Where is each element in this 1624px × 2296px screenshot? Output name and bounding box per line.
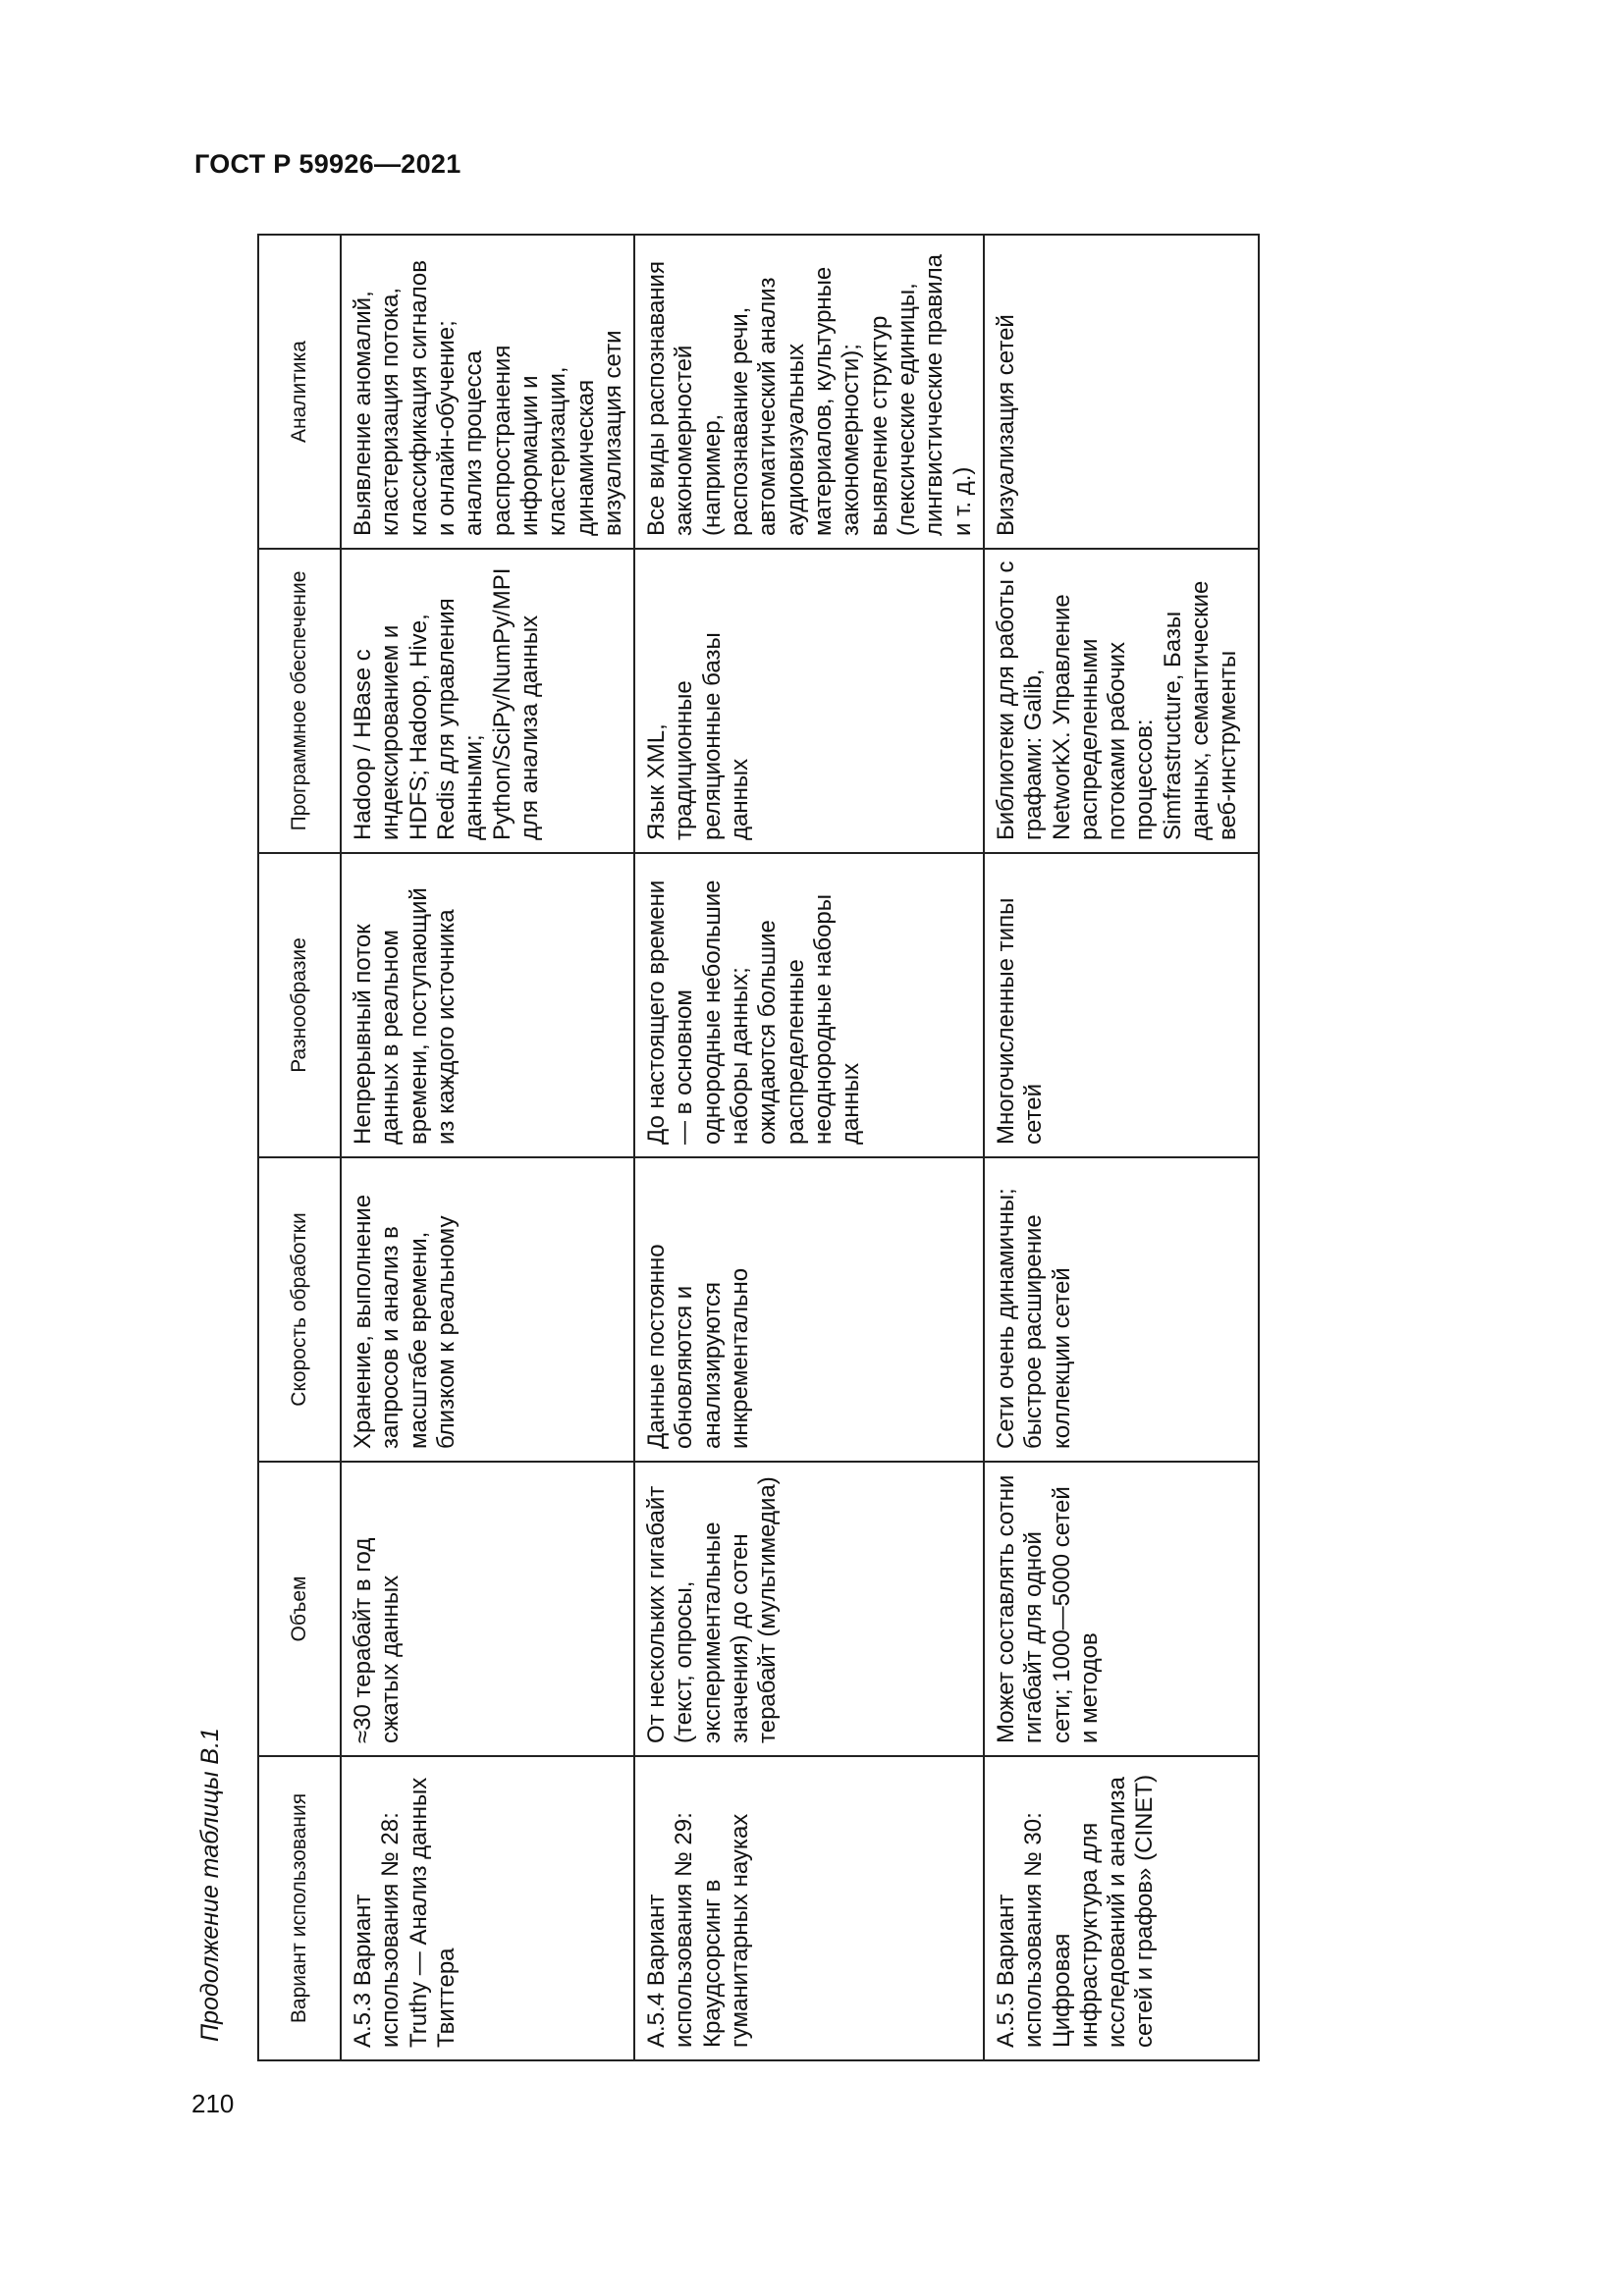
column-header-software: Программное обеспечение	[258, 549, 341, 853]
cell-velocity: Сети очень динамичны; быстрое расширение коллекции сетей	[984, 1157, 1259, 1462]
cell-software: Hadoop / HBase с индексированием и HDFS; Hadoop, Hive, Redis для управления данными; Python/SciPy/NumPy/MPI для анализа данных	[341, 549, 634, 853]
cell-variety: Непрерывный поток данных в реальном времени, поступающий из каждого источника	[341, 853, 634, 1157]
cell-analytics: Все виды распознавания закономерностей (например, распознавание речи, автоматический анализ аудиовизуальных материалов, культурные закономерности); выявление структур (лексические единицы, лингвистические правила и т. д.)	[634, 235, 984, 549]
rotated-table-container	[257, 236, 1242, 2061]
column-header-volume: Объем	[258, 1462, 341, 1756]
cell-use-case: А.5.5 Вариант использования № 30: Цифровая инфраструктура для исследований и анализа сетей и графов» (CINET)	[984, 1756, 1259, 2060]
cell-volume: ≈30 терабайт в год сжатых данных	[341, 1462, 634, 1756]
column-header-use-case: Вариант использования	[258, 1756, 341, 2060]
cell-velocity: Хранение, выполнение запросов и анализ в масштабе времени, близком к реальному	[341, 1157, 634, 1462]
cell-velocity: Данные постоянно обновляются и анализируются инкрементально	[634, 1157, 984, 1462]
use-case-table	[257, 234, 1260, 2061]
cell-analytics: Визуализация сетей	[984, 235, 1259, 549]
page-number: 210	[191, 2089, 235, 2118]
table-row	[984, 235, 1259, 2060]
cell-software: Язык XML, традиционные реляционные базы данных	[634, 549, 984, 853]
table-row	[634, 235, 984, 2060]
table-row	[341, 235, 634, 2060]
column-header-analytics: Аналитика	[258, 235, 341, 549]
cell-use-case: А.5.3 Вариант использования № 28: Truthy — Анализ данных Твиттера	[341, 1756, 634, 2060]
cell-volume: Может составлять сотни гигабайт для одной сети; 1000—5000 сетей и методов	[984, 1462, 1259, 1756]
column-header-velocity: Скорость обработки	[258, 1157, 341, 1462]
cell-use-case: А.5.4 Вариант использования № 29: Краудсорсинг в гуманитарных науках	[634, 1756, 984, 2060]
table-header-row	[258, 235, 341, 2060]
table-caption: Продолжение таблицы В.1	[196, 1728, 224, 2042]
cell-analytics: Выявление аномалий, кластеризация потока, классификация сигналов и онлайн-обучение; анализ процесса распространения информации и кластеризации, динамическая визуализация сети	[341, 235, 634, 549]
column-header-variety: Разнообразие	[258, 853, 341, 1157]
cell-variety: До настоящего времени — в основном однородные небольшие наборы данных; ожидаются большие распределенные неоднородные наборы данных	[634, 853, 984, 1157]
document-header: ГОСТ Р 59926—2021	[194, 149, 461, 179]
cell-software: Библиотеки для работы с графами: Galib, NetworkX. Управление распределенными потоками рабочих процессов: Simfrastructure, Базы данных, семантические веб-инструменты	[984, 549, 1259, 853]
cell-variety: Многочисленные типы сетей	[984, 853, 1259, 1157]
cell-volume: От нескольких гигабайт (текст, опросы, экспериментальные значения) до сотен терабайт (мультимедиа)	[634, 1462, 984, 1756]
